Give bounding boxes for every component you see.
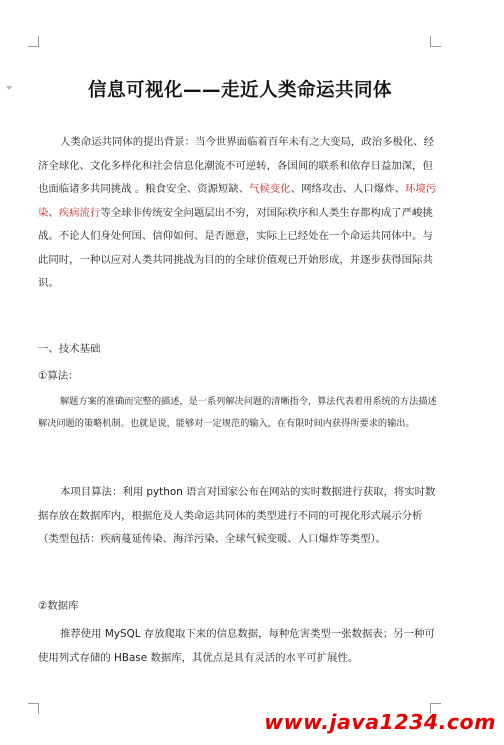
intro-paragraph bbox=[38, 131, 438, 296]
document-title: 信息可视化——走近人类命运共同体 bbox=[87, 80, 392, 101]
intro-text: 、 bbox=[48, 206, 59, 219]
database-text: 推荐使用 MySQL 存放爬取下来的信息数据，每种危害类型一张数据表；另一种可使用列式存储的 HBase 数据库，其优点是具有灵活的水平可扩展性。 bbox=[38, 628, 435, 664]
highlight-climate-change: 气候变化 bbox=[249, 183, 291, 195]
highlight-disease: 疾病流行 bbox=[58, 206, 101, 219]
algorithm-text: 解题方案的准确而完整的描述，是一系列解决问题的清晰指令，算法代表着用系统的方法描述解决问题的策略机制。也就是说，能够对一定规范的输入，在有限时间内获得所要求的输出。 bbox=[38, 396, 437, 429]
collapse-arrow-icon[interactable] bbox=[6, 86, 12, 90]
project-algorithm-paragraph bbox=[38, 481, 438, 552]
database-heading: ②数据库 bbox=[38, 600, 79, 612]
page-corner-mark bbox=[430, 36, 441, 47]
section-heading-tech-basis: 一、技术基础 bbox=[38, 343, 101, 355]
database-paragraph bbox=[38, 623, 438, 670]
site-watermark: www.java1234.com bbox=[264, 710, 496, 734]
algorithm-description bbox=[38, 391, 438, 434]
highlight-pollution: 环境污染 bbox=[38, 183, 437, 219]
intro-text: 人类命运共同体的提出背景：当今世界面临着百年未有之大变局，政治多极化、经济全球化、文化多样化和社会信息化潮流不可逆转，各国间的联系和依存日益加深，但也面临诸多共同挑战 。粮食安全、资源短缺、 bbox=[38, 136, 435, 195]
project-algorithm-text: 本项目算法：利用 python 语言对国家公布在网站的实时数据进行获取，将实时数据存放在数据库内，根据危及人类命运共同体的类型进行不同的可视化形式展示分析（类型包括：疾病蔓延传染、海洋污染、全球气候变暖、人口爆炸等类型）。 bbox=[38, 486, 436, 545]
page-corner-mark bbox=[28, 703, 39, 714]
intro-text: 等全球非传统安全问题层出不穷，对国际秩序和人类生存都构成了严峻挑战。不论人们身处何国、信仰如何、是否愿意，实际上已经处在一个命运共同体中。与此同时，一种以应对人类共同挑战为目的的全球价值观已开始形成，并逐步获得国际共识。 bbox=[38, 206, 433, 289]
page-corner-mark bbox=[28, 36, 39, 47]
algorithm-heading: ①算法： bbox=[38, 370, 79, 382]
intro-text: 、网络攻击、人口爆炸、 bbox=[290, 183, 405, 195]
